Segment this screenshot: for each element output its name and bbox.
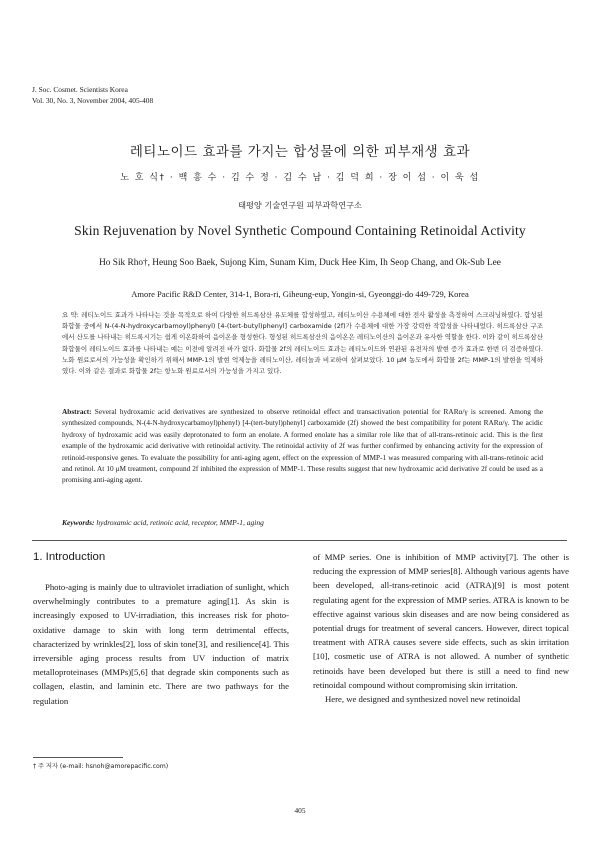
intro-paragraph: Here, we designed and synthesized novel new retinoidal bbox=[325, 694, 521, 705]
intro-right-column bbox=[313, 550, 569, 706]
english-title: Skin Rejuvenation by Novel Synthetic Compound Containing Retinoidal Activity bbox=[74, 223, 526, 238]
section-heading: 1. Introduction bbox=[33, 551, 106, 563]
section-divider bbox=[32, 540, 567, 541]
keywords-label: Keywords: bbox=[62, 518, 95, 527]
intro-paragraph: of MMP series. One is inhibition of MMP activity[7]. The other is reducing the expression of MMP series[8]. Although various agents have been developed, all-trans-retinoic acid (ATRA)[9] is most potent regulating agent for the expression of MMP series. ATRA is known to be effective against various skin diseases and are now being considered as potential drugs for treatment of several cancers. However, direct topical treatment with ATRA causes severe side effects, such as skin irritation [10], cosmetic use of ATRA is not allowed. A number of synthetic retinoids have been developed but there is still a need to find new retinoidal compound without compromising skin irritation. bbox=[313, 552, 569, 690]
journal-name: J. Soc. Cosmet. Scientists Korea bbox=[32, 85, 128, 94]
intro-left-column: Photo-aging is mainly due to ultraviolet irradiation of sunlight, which overwhelmingly contributes to a premature aging[1]. As skin is increasingly exposed to UV-irradiation, this increases risk for photo-oxidative damage to skin with long term detrimental effects, characterized by wrinkles[2], loss of skin tone[3], and resilience[4]. This irreversible aging process results from UV induction of matrix metalloproteinases (MMPs)[5,6] that degrade skin components such as collagen, elastin, and laminin etc. There are two pathways for the regulation bbox=[33, 582, 289, 706]
journal-issue: Vol. 30, No. 3, November 2004, 405-408 bbox=[32, 96, 154, 105]
abstract-label: Abstract: bbox=[62, 407, 92, 416]
english-affiliation: Amore Pacific R&D Center, 314-1, Bora-ri, Giheung-eup, Yongin-si, Gyeonggi-do 449-729, Korea bbox=[131, 289, 469, 299]
journal-header bbox=[32, 84, 153, 106]
keywords-text: hydroxamic acid, retinoic acid, receptor, MMP-1, aging bbox=[96, 518, 264, 527]
page-number: 405 bbox=[294, 806, 306, 815]
english-authors: Ho Sik Rho†, Heung Soo Baek, Sujong Kim, Sunam Kim, Duck Hee Kim, Ih Seop Chang, and Ok-Sub Lee bbox=[99, 258, 501, 268]
keywords bbox=[62, 518, 264, 527]
english-abstract bbox=[62, 406, 543, 486]
korean-affiliation: 태평양 기술연구원 피부과학연구소 bbox=[238, 200, 362, 210]
korean-title: 레티노이드 효과를 가지는 합성물에 의한 피부재생 효과 bbox=[129, 144, 471, 160]
footnote-divider bbox=[33, 757, 123, 758]
korean-authors: 노 호 식† · 백 흥 수 · 김 수 정 · 김 수 남 · 김 덕 희 · 장 이 섭 · 이 욱 섭 bbox=[120, 173, 480, 183]
footnote: † 주 저자 (e-mail: hsnoh@amorepacific.com) bbox=[33, 763, 169, 770]
abstract-text: Several hydroxamic acid derivatives are synthesized to observe retinoidal effect and transactivation potential for RARα/γ is screened. Among the synthesized compounds, N-(4-N-hydroxycarbamoyl)phenyl) [4-(tert-butyl)phenyl] carboxamide (2f) showed the best compatibility for potent RARα/γ. The acidic hydroxy of hydroxamic acid was easily deprotonated to form an enolate. A formed enolate has a similar role like that of all-trans-retinoic acid. This is the first example of the hydroxamic acid derivative with retinoidal activity. The retinoidal activity of 2f was further confirmed by enhancing activity for the expression of retinoid-responsive genes. To evaluate the possibility for anti-aging agent, effect on the expression of MMP-1 was measured comparing with all-trans-retinoic acid and retinol. At 10 μM treatment, compound 2f inhibited the expression of MMP-1. These results suggest that new hydroxamic acid derivative 2f could be used as a promising anti-aging agent. bbox=[62, 407, 543, 485]
korean-abstract: 요 약: 레티노이드 효과가 나타나는 것을 목적으로 하여 다양한 히드록삼산 유도체를 합성하였고, 레티노이산 수용체에 대한 전사 활성을 측정하여 스크리닝하였다. 합성된 화합물 중에서 N-(4-N-hydroxycarbamoyl)phenyl) [4-(tert-butyl)phenyl] carboxamide (2f)가 수용체에 대한 가장 강력한 작합성을 나타내었다. 히드록삼산 구조에서 산도를 나타내는 히드록시기는 쉽게 이온화하여 음이온을 형성한다. 형성된 히드록삼산의 음이온은 레티노이산의 음이온과 유사한 역할을 한다. 이와 같이 히드록삼산 화합물이 레티노이드 효과를 나타내는 예는 이전에 알려진 바가 없다. 화합물 2f의 레티노이드 효과는 레티노이드와 연관된 유전자의 발현 증가 효과로 한번 더 검증하였다. 노화 원료로서의 가능성을 확인하기 위해서 MMP-1의 발현 억제능을 레티노이산, 레티놀과 비교하여 살펴보았다. 10 μM 농도에서 화합물 2f는 MMP-1의 발현을 억제하였다. 이와 같은 결과로 화합물 2f는 항노화 원료로서의 가능성을 가지고 있다. bbox=[62, 311, 543, 376]
